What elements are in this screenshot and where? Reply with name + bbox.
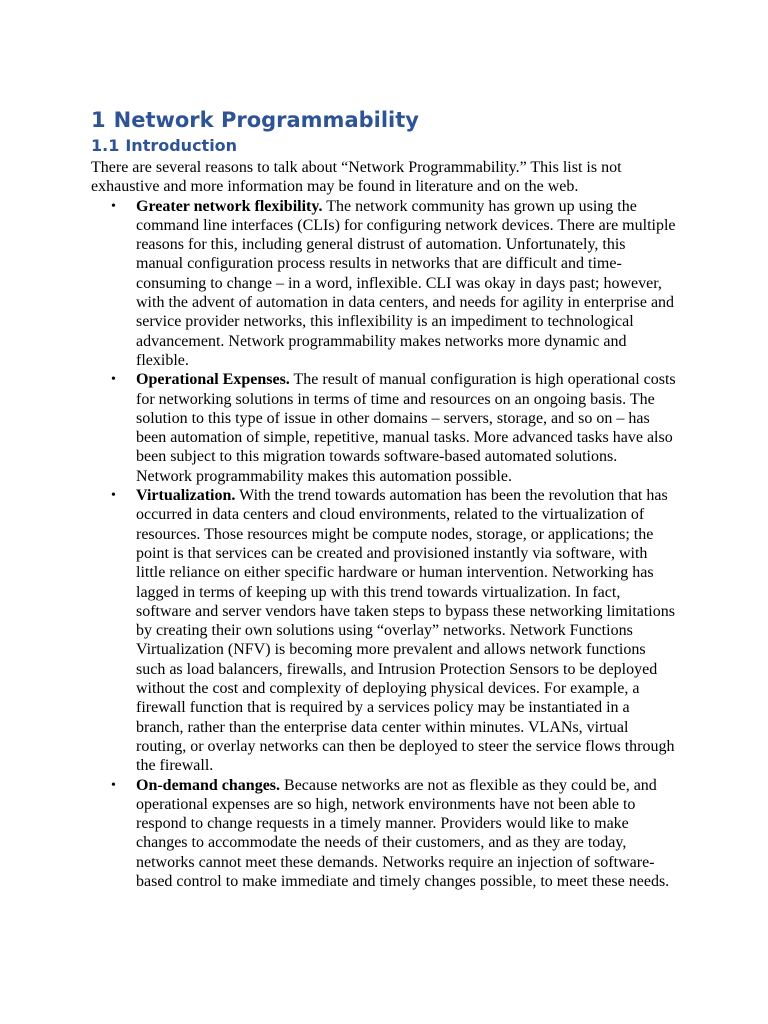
bullet-icon: • xyxy=(111,488,116,504)
bullet-icon: • xyxy=(111,198,116,214)
item-text: The network community has grown up using the command line interfaces (CLIs) for configuring network devices. There are multiple reasons for this, including general distrust of automation. Unfortunately, this manual configuration process results in networks that are difficult and time-consuming to change – in a word, inflexible. CLI was okay in days past; however, with the advent of automation in data centers, and needs for agility in enterprise and service provider networks, this inflexibility is an impediment to technological advancement. Network programmability makes networks more dynamic and flexible. xyxy=(136,197,676,369)
section-heading xyxy=(91,105,681,135)
subsection-title: Introduction xyxy=(125,136,238,155)
item-text: The result of manual configuration is high operational costs for networking solutions in terms of time and resources on an ongoing basis. The solution to this type of issue in other domains – servers, storage, and so on – has been automation of simple, repetitive, manual tasks. More advanced tasks have also been subject to this migration towards software-based automated solutions. Network programmability makes this automation possible. xyxy=(136,371,676,485)
list-item-virtualization xyxy=(91,486,676,775)
list-item-flexibility xyxy=(91,197,676,371)
item-lead: On-demand changes. xyxy=(136,776,281,794)
list-item-on-demand-changes xyxy=(91,776,676,892)
item-lead: Virtualization. xyxy=(136,487,236,505)
item-text: Because networks are not as flexible as they could be, and operational expenses are so high, network environments have not been able to respond to change requests in a timely manner. Providers would like to make changes to accommodate the needs of their customers, and as they are today, networks cannot meet these demands. Networks require an injection of software-based control to make immediate and timely changes possible, to meet these needs. xyxy=(136,776,670,890)
bullet-icon: • xyxy=(111,777,116,793)
document-page xyxy=(91,105,681,891)
bullet-icon: • xyxy=(111,372,116,388)
subsection-heading xyxy=(91,136,681,156)
subsection-number: 1.1 xyxy=(91,136,120,155)
list-item-operational-expenses xyxy=(91,370,676,486)
section-number: 1 xyxy=(91,108,106,132)
item-text: With the trend towards automation has been the revolution that has occurred in data centers and cloud environments, related to the virtualization of resources. Those resources might be compute nodes, storage, or applications; the point is that services can be created and provisioned instantly via software, with little reliance on either specific hardware or human intervention. Networking has lagged in terms of keeping up with this trend towards virtualization. In fact, software and server vendors have taken steps to bypass these networking limitations by creating their own solutions using “overlay” networks. Network Functions Virtualization (NFV) is becoming more prevalent and allows network functions such as load balancers, firewalls, and Intrusion Protection Sensors to be deployed without the cost and complexity of deploying physical devices. For example, a firewall function that is required by a services policy may be instantiated in a branch, rather than the enterprise data center within minutes. VLANs, virtual routing, or overlay networks can then be deployed to steer the service flows through the firewall. xyxy=(136,487,675,775)
item-lead: Greater network flexibility. xyxy=(136,197,323,215)
item-lead: Operational Expenses. xyxy=(136,371,290,389)
intro-paragraph: There are several reasons to talk about “Network Programmability.” This list is not exhaustive and more information may be found in literature and on the web. xyxy=(91,159,622,196)
section-title: Network Programmability xyxy=(113,108,419,132)
reasons-list xyxy=(91,197,681,892)
